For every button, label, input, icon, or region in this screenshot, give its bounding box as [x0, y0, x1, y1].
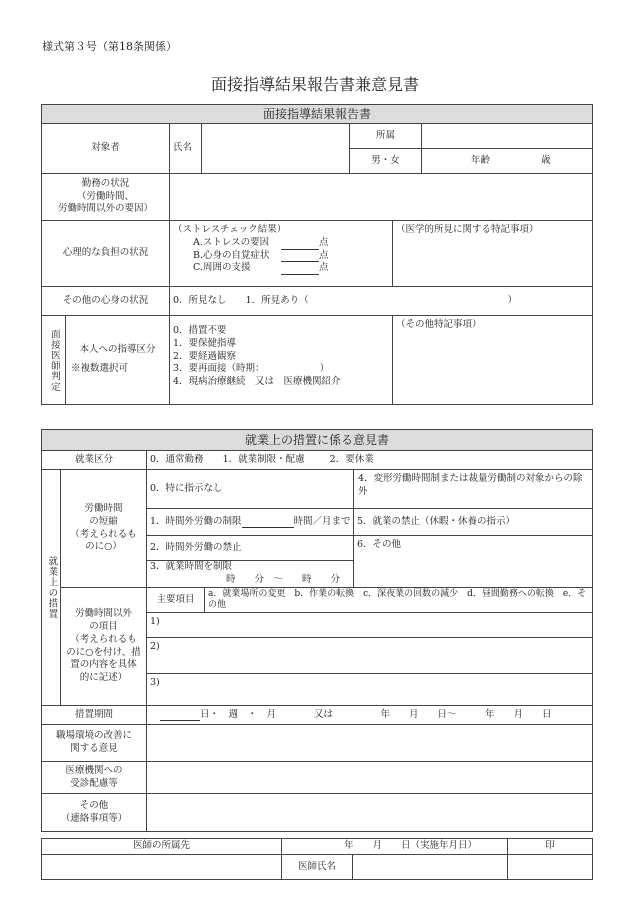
shorten-1a: 1．時間外労働の制限: [150, 515, 242, 527]
seal-label: 印: [508, 839, 593, 855]
medical-label-2: 受診配慮等: [70, 777, 118, 789]
judge-label: 面接医師判定: [42, 316, 66, 405]
affiliation-field[interactable]: [422, 124, 593, 149]
shorten-1-row[interactable]: [147, 509, 354, 536]
guidance-0[interactable]: 0．措置不要: [173, 325, 227, 336]
subject-label: 対象者: [42, 124, 170, 174]
env-label-1: 職場環境の改善に: [55, 730, 132, 742]
other-label-cell: [42, 794, 147, 832]
item-2: 2): [150, 641, 160, 652]
stress-c-input[interactable]: [281, 265, 319, 275]
other-label-1: その他: [79, 799, 109, 811]
category-1[interactable]: 1．就業制限・配慮: [222, 453, 305, 465]
affiliation-label: 所属: [350, 124, 422, 149]
guidance-3-row[interactable]: [173, 363, 389, 376]
guidance-3: 3．要再面接（時期：: [173, 363, 260, 375]
stress-title: （ストレスチェック結果）: [173, 224, 287, 235]
doctor-affiliation-field[interactable]: [42, 855, 282, 880]
work-status-label-cell: [42, 174, 170, 221]
document-title: 面接指導結果報告書兼意見書: [210, 75, 419, 94]
guidance-2[interactable]: 2．要経過観察: [173, 350, 237, 362]
item-2-field[interactable]: [147, 638, 593, 674]
doctor-name-field[interactable]: [353, 855, 508, 880]
category-options: [147, 451, 593, 470]
age-unit: 歳: [541, 154, 551, 166]
other-health-none[interactable]: 0．所見なし: [173, 294, 227, 306]
shorten-3a: 3．就業時間を制限: [150, 561, 233, 573]
category-0[interactable]: 0．通常勤務: [150, 453, 204, 465]
other-items-label-6: 的に記述）: [79, 672, 128, 684]
guidance-label-cell: [66, 316, 170, 405]
period-input[interactable]: [160, 711, 200, 721]
item-3-field[interactable]: [147, 674, 593, 706]
seal-field[interactable]: [508, 855, 593, 880]
sex-select[interactable]: 男・女: [350, 149, 422, 174]
age-label: 年齢: [471, 154, 491, 166]
period-label: 措置期間: [42, 706, 147, 725]
stress-b-input[interactable]: [281, 252, 319, 262]
shorten-label-3: （考えられるも: [70, 528, 137, 540]
date-text: 年 月 日（実施年月日）: [282, 839, 508, 855]
report-table: [41, 104, 593, 405]
item-1-field[interactable]: [147, 613, 593, 638]
env-field[interactable]: [147, 725, 593, 762]
medical-label-cell: [42, 762, 147, 794]
work-status-sub2: 労働時間以外の要因）: [57, 203, 153, 215]
affiliation-header: 医師の所属先: [42, 839, 282, 855]
env-label-2: 関する意見: [70, 743, 118, 754]
other-items-label-1: 労働時間以外: [74, 608, 132, 620]
main-items-label: 主要項目: [147, 588, 205, 613]
right-5[interactable]: 5．就業の禁止（休暇・休養の指示）: [354, 509, 593, 536]
main-items-text: a．就業場所の変更 b．作業の転換 c．深夜業の回数の減少 d．昼間勤務への転換 e．その他: [205, 588, 593, 613]
other-items-label-5: 置の内容を具体: [70, 659, 137, 671]
item-3: 3): [150, 677, 160, 688]
shorten-label-1: 労働時間: [84, 502, 123, 514]
other-label-2: （連絡事項等）: [60, 812, 128, 824]
other-items-label-4: のに○を付け、措: [66, 646, 141, 658]
measures-label: 就業上の措置: [42, 470, 61, 706]
medical-findings-label: （医学的所見に関する特記事項）: [396, 224, 539, 235]
other-items-label-2: の項目: [89, 620, 118, 632]
shorten-2[interactable]: 2．時間外労働の禁止: [147, 536, 354, 561]
age-field[interactable]: [422, 149, 593, 174]
right-4[interactable]: 4．変形労働時間制または裁量労働制の対象からの除外: [354, 470, 593, 509]
shorten-3-cell[interactable]: [147, 561, 354, 588]
name-field[interactable]: [202, 124, 350, 174]
medical-findings-field[interactable]: [393, 221, 593, 287]
right-6[interactable]: 6．その他: [354, 536, 593, 588]
stress-check-cell: [170, 221, 393, 287]
shorten-1b: 時間／月まで: [293, 515, 351, 527]
opinion-header: 就業上の措置に係る意見書: [42, 430, 593, 451]
opinion-table: [41, 429, 593, 832]
name-label: 氏名: [170, 124, 202, 174]
doctor-name-label: 医師氏名: [282, 855, 353, 880]
report-header: 面接指導結果報告書: [42, 105, 593, 124]
other-items-label-3: （考えられるも: [70, 633, 137, 645]
other-health-field[interactable]: [170, 287, 593, 316]
period-field[interactable]: [147, 706, 593, 725]
stress-b-label: B.心身の自覚症状: [193, 249, 270, 261]
stress-b-point: 点: [319, 249, 329, 261]
guidance-1[interactable]: 1．要保健指導: [173, 337, 237, 349]
stress-a-input[interactable]: [281, 240, 319, 250]
other-items-label-cell: [61, 588, 147, 706]
other-health-present[interactable]: 1．所見あり（: [245, 294, 309, 306]
category-2[interactable]: 2．要休業: [329, 453, 374, 465]
stress-c-label: C.周囲の支援: [193, 262, 251, 274]
signature-table: [41, 838, 593, 880]
stress-a-point: 点: [319, 236, 329, 248]
shorten-0[interactable]: 0．特に指示なし: [147, 470, 354, 509]
guidance-3-close: ）: [319, 363, 330, 375]
shorten-label-2: の短縮: [89, 515, 118, 527]
shorten-3b: 時 分 ～ 時 分: [226, 574, 341, 585]
item-1: 1): [150, 616, 160, 627]
form-code: 様式第３号（第18条関係）: [42, 40, 177, 53]
guidance-4[interactable]: 4．現病治療継続 又は 医療機関紹介: [173, 376, 341, 388]
work-status-sub1: （労働時間、: [76, 190, 134, 202]
shorten-label-cell: [61, 470, 147, 588]
stress-a-label: A.ストレスの要因: [193, 236, 270, 248]
guidance-options: [170, 316, 393, 405]
medical-label-1: 医療機関への: [65, 764, 123, 776]
other-health-close: ）: [507, 294, 518, 306]
work-status-field[interactable]: [170, 174, 593, 221]
multi-note: ※複数選択可: [71, 363, 129, 374]
shorten-label-4: のに○）: [85, 541, 122, 553]
period-text: 日・ 週 ・ 月 又は 年 月 日～ 年 月 日: [200, 708, 552, 720]
medical-field[interactable]: [147, 762, 593, 794]
work-status-label: 勤務の状況: [81, 177, 130, 189]
stress-c-point: 点: [319, 262, 329, 274]
other-field[interactable]: [147, 794, 593, 832]
guidance-label: 本人への指導区分: [79, 344, 156, 356]
other-special-field[interactable]: [393, 316, 593, 405]
shorten-1-input[interactable]: [242, 518, 294, 528]
env-label-cell: [42, 725, 147, 762]
other-special-label: （その他特記事項）: [396, 319, 482, 330]
psych-label: 心理的な負担の状況: [42, 221, 170, 287]
other-health-label: その他の心身の状況: [42, 287, 170, 316]
category-label: 就業区分: [42, 451, 147, 470]
